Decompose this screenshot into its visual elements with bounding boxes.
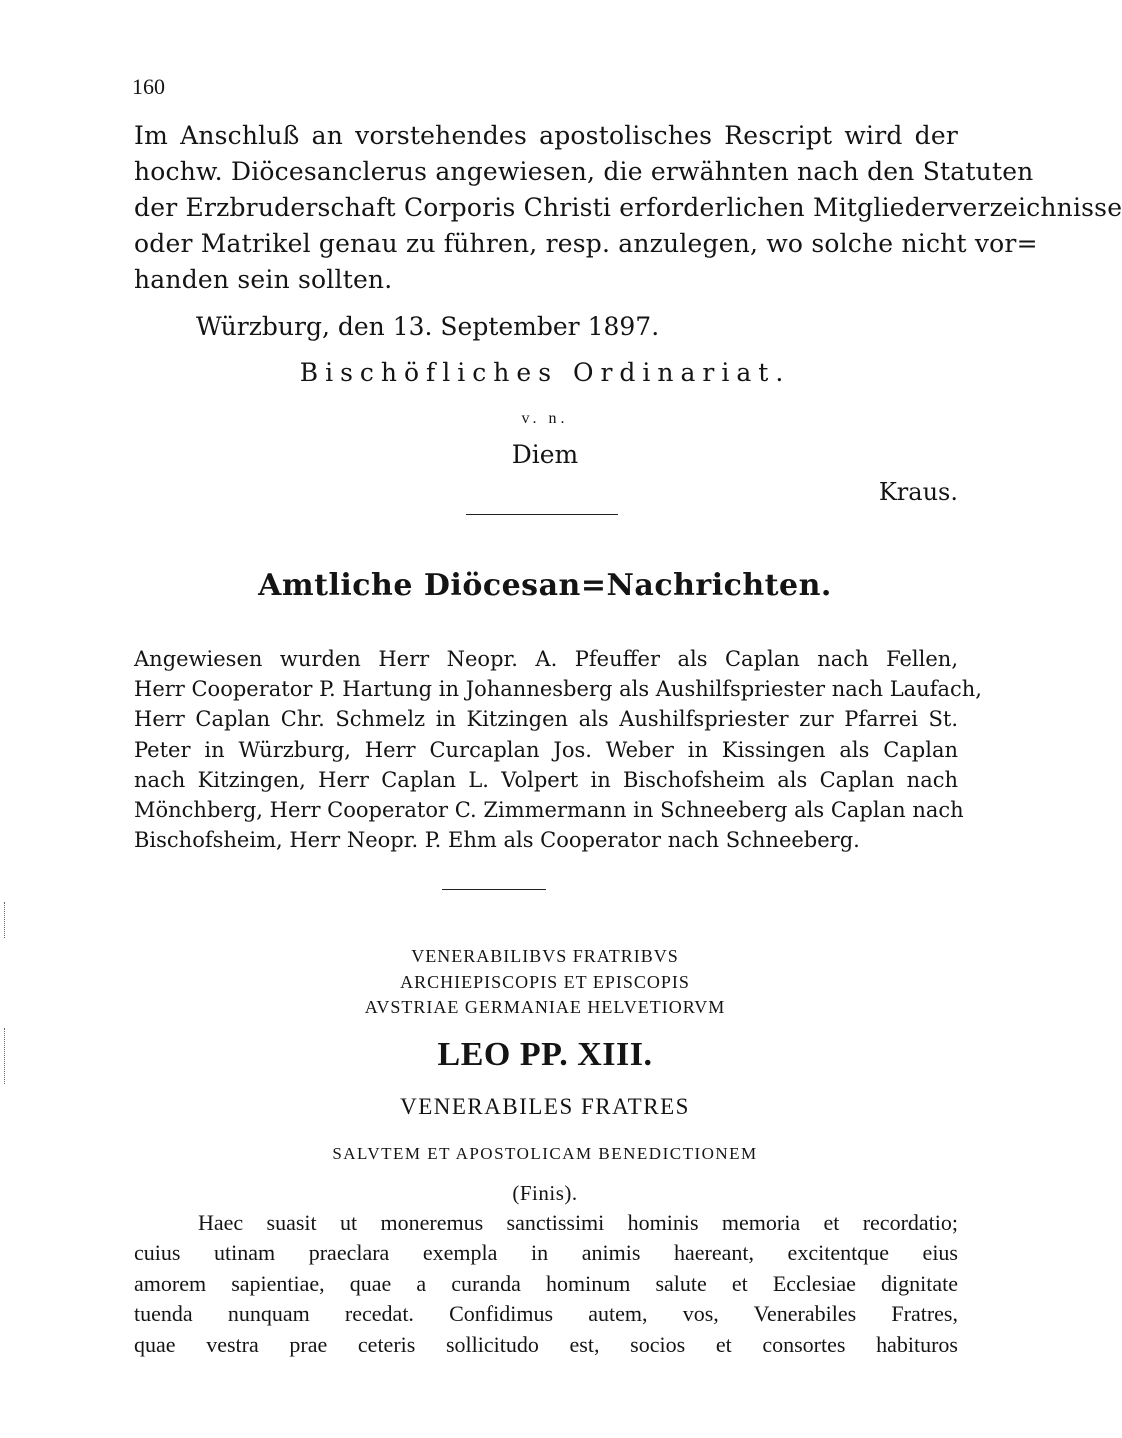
encyclical-line: tuenda nunquam recedat. Confidimus autem, vos, Venerabiles Fratres, <box>134 1301 958 1327</box>
address-line: ARCHIEPISCOPIS ET EPISCOPIS <box>400 972 690 992</box>
announcement-line: Herr Cooperator P. Hartung in Johannesberg als Aushilfspriester nach Laufach, <box>134 677 982 702</box>
announcements-paragraph <box>134 644 982 855</box>
announcement-line: Angewiesen wurden Herr Neopr. A. Pfeuffer als Caplan nach Fellen, <box>134 647 958 671</box>
encyclical-line: amorem sapientiae, quae a curanda hominum salute et Ecclesiae dignitate <box>134 1270 958 1296</box>
scan-margin-mark <box>4 902 7 938</box>
notice-line: Im Anschluß an vorstehendes apostolisches Rescript wird der <box>134 121 958 150</box>
date-line: Würzburg, den 13. September 1897. <box>196 312 660 341</box>
address-line: VENERABILIBVS FRATRIBVS <box>411 946 679 966</box>
section-title: Amtliche Diöcesan=Nachrichten. <box>258 568 832 603</box>
issuing-office: Bischöfliches Ordinariat. <box>299 358 791 387</box>
section-divider <box>442 889 546 890</box>
announcement-line: Bischofsheim, Herr Neopr. P. Ehm als Cooperator nach Schneeberg. <box>134 828 860 853</box>
announcement-line: nach Kitzingen, Herr Caplan L. Volpert in Bischofsheim als Caplan nach <box>134 767 958 792</box>
blessing: SALVTEM ET APOSTOLICAM BENEDICTIONEM <box>332 1144 758 1163</box>
notice-line: der Erzbruderschaft Corporis Christi erforderlichen Mitgliederverzeichnisse <box>134 193 1122 222</box>
announcement-line: Mönchberg, Herr Cooperator C. Zimmermann in Schneeberg als Caplan nach <box>134 797 964 822</box>
notice-line: hochw. Diöcesanclerus angewiesen, die erwähnten nach den Statuten <box>134 157 1034 186</box>
v-n-abbreviation: v. n. <box>521 410 569 427</box>
notice-line: handen sein sollten. <box>134 265 393 294</box>
pope-heading: LEO PP. XIII. <box>437 1036 653 1073</box>
encyclical-paragraph <box>134 1208 958 1360</box>
announcement-line: Herr Caplan Chr. Schmelz in Kitzingen als Aushilfspriester zur Pfarrei St. <box>134 707 958 732</box>
encyclical-line: quae vestra prae ceteris sollicitudo est, socios et consortes habituros <box>134 1331 958 1357</box>
section-divider <box>466 514 618 515</box>
encyclical-line: Haec suasit ut moneremus sanctissimi hominis memoria et recordatio; <box>198 1210 958 1235</box>
encyclical-line: cuius utinam praeclara exempla in animis haereant, excitentque eius <box>134 1240 958 1266</box>
notice-paragraph <box>134 118 1122 298</box>
signature-kraus: Kraus. <box>878 478 958 506</box>
page-number: 160 <box>132 74 165 99</box>
signature-diem: Diem <box>511 440 579 469</box>
address-line: AVSTRIAE GERMANIAE HELVETIORVM <box>364 997 726 1017</box>
announcement-line: Peter in Würzburg, Herr Curcaplan Jos. Weber in Kissingen als Caplan <box>134 737 958 762</box>
notice-line: oder Matrikel genau zu führen, resp. anzulegen, wo solche nicht vor= <box>134 229 1038 258</box>
salutation: VENERABILES FRATRES <box>400 1094 690 1119</box>
finis-note: (Finis). <box>512 1181 578 1205</box>
